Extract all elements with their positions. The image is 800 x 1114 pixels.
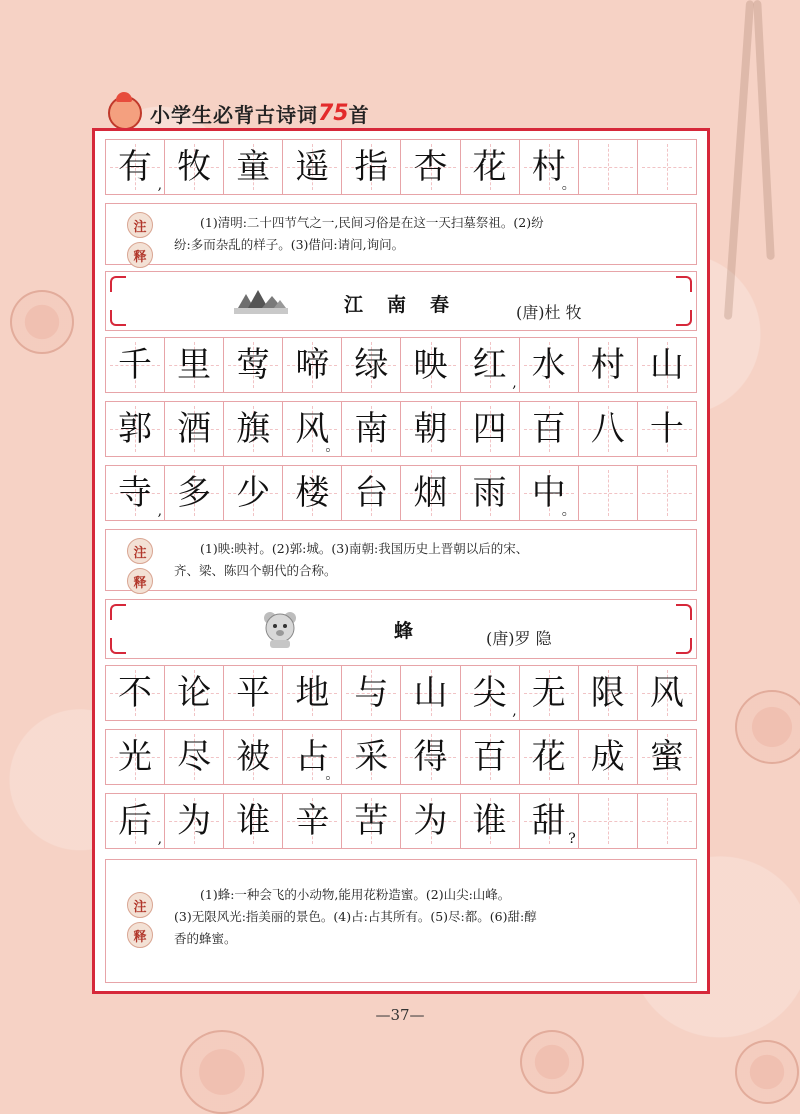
poem-character: 成 xyxy=(590,737,625,777)
poem-character: 百 xyxy=(531,409,566,449)
poem-character: 少 xyxy=(236,473,271,513)
poem-character: 辛 xyxy=(295,801,330,841)
poem-character: 为 xyxy=(413,801,448,841)
grid-cell xyxy=(579,794,638,848)
decorative-medallion xyxy=(10,290,74,354)
grid-cell xyxy=(520,730,579,784)
grid-cell xyxy=(106,402,165,456)
poem-title: 江南春 xyxy=(344,294,474,316)
punctuation-mark: , xyxy=(157,831,163,847)
poem-character: 风 xyxy=(295,409,330,449)
poem-character: 烟 xyxy=(413,473,448,513)
grid-cell xyxy=(165,338,224,392)
poem-character: 中 xyxy=(531,473,566,513)
grid-cell xyxy=(342,794,401,848)
poem-character: 郭 xyxy=(118,409,153,449)
grid-cell xyxy=(461,402,520,456)
note-badge xyxy=(128,212,152,272)
grid-cell xyxy=(224,338,283,392)
grid-cell xyxy=(638,730,696,784)
note-box xyxy=(105,859,697,983)
poem-character: 牧 xyxy=(177,147,212,187)
grid-cell xyxy=(224,730,283,784)
poem-character: 尽 xyxy=(177,737,212,777)
poem-character: 平 xyxy=(236,673,271,713)
grid-cell xyxy=(283,402,342,456)
poem-character: 光 xyxy=(118,737,153,777)
poem-character: 采 xyxy=(354,737,389,777)
poem-character: 寺 xyxy=(118,473,153,513)
decorative-medallion xyxy=(735,690,800,764)
grid-cell xyxy=(106,466,165,520)
grid-cell xyxy=(224,794,283,848)
note-badge-char: 注 xyxy=(127,538,153,564)
grid-cell xyxy=(106,794,165,848)
grid-cell xyxy=(461,730,520,784)
poem-character: 里 xyxy=(177,345,212,385)
grid-cell xyxy=(579,338,638,392)
poem-character: 朝 xyxy=(413,409,448,449)
poem-character: 不 xyxy=(118,673,153,713)
poem-character: 十 xyxy=(649,409,684,449)
grid-cell xyxy=(165,794,224,848)
punctuation-mark: , xyxy=(512,703,517,719)
poem-character: 苦 xyxy=(354,801,389,841)
poem-character: 啼 xyxy=(295,345,330,385)
poem-character: 旗 xyxy=(236,409,271,449)
poem-character: 楼 xyxy=(295,473,330,513)
poem-character: 与 xyxy=(354,673,389,713)
grid-cell xyxy=(638,338,696,392)
child-mascot-icon xyxy=(108,96,142,130)
poem-character: 指 xyxy=(354,147,389,187)
grid-cell xyxy=(283,140,342,194)
punctuation-mark: , xyxy=(512,375,517,391)
punctuation-mark: ? xyxy=(568,831,576,847)
poem-character: 有 xyxy=(118,147,153,187)
poem-character: 尖 xyxy=(472,673,507,713)
grid-cell xyxy=(342,140,401,194)
grid-cell xyxy=(165,140,224,194)
grid-cell xyxy=(520,338,579,392)
book-header xyxy=(108,96,370,130)
note-line: (3)无限风光:指美丽的景色。(4)占:占其所有。(5)尽:都。(6)甜:醇 xyxy=(174,909,537,924)
grid-cell xyxy=(165,466,224,520)
poem-character: 映 xyxy=(413,345,448,385)
poem-character: 红 xyxy=(472,345,507,385)
grid-cell xyxy=(106,730,165,784)
grid-cell xyxy=(461,794,520,848)
poem-character: 花 xyxy=(472,147,507,187)
note-line: (1)映:映衬。(2)郭:城。(3)南朝:我国历史上晋朝以后的宋、 xyxy=(200,541,529,556)
note-line: 纷:多而杂乱的样子。(3)借问:请问,询问。 xyxy=(174,237,405,252)
grid-cell xyxy=(461,140,520,194)
note-badge-char: 注 xyxy=(127,892,153,918)
poem-character: 谁 xyxy=(236,801,271,841)
grid-cell xyxy=(638,402,696,456)
poem-character: 花 xyxy=(531,737,566,777)
poem-character: 村 xyxy=(590,345,625,385)
grid-cell xyxy=(224,140,283,194)
poem-character: 谁 xyxy=(472,801,507,841)
grid-cell xyxy=(224,402,283,456)
note-text xyxy=(174,212,670,256)
decorative-medallion xyxy=(180,1030,264,1114)
poem-character: 山 xyxy=(649,345,684,385)
note-badge-char: 释 xyxy=(127,922,153,948)
note-badge-char: 注 xyxy=(127,212,153,238)
punctuation-mark: 。 xyxy=(325,767,340,783)
grid-row xyxy=(105,465,697,521)
poem-character: 童 xyxy=(236,147,271,187)
grid-cell xyxy=(401,338,460,392)
grid-cell xyxy=(461,466,520,520)
grid-cell xyxy=(401,794,460,848)
grid-cell xyxy=(224,666,283,720)
poem-character: 遥 xyxy=(295,147,330,187)
grid-cell xyxy=(638,140,696,194)
page-number: —37— xyxy=(375,1006,425,1024)
note-text xyxy=(174,538,670,582)
note-badge-char: 释 xyxy=(127,242,153,268)
grid-cell xyxy=(106,140,165,194)
poem-author: (唐)杜 牧 xyxy=(516,303,582,322)
grid-cell xyxy=(342,466,401,520)
practice-frame xyxy=(92,128,710,994)
grid-row xyxy=(105,401,697,457)
grid-cell xyxy=(342,666,401,720)
grid-cell xyxy=(638,666,696,720)
grid-cell xyxy=(224,466,283,520)
poem-character: 后 xyxy=(118,801,153,841)
decorative-medallion xyxy=(735,1040,799,1104)
grid-cell xyxy=(461,338,520,392)
poem-character: 论 xyxy=(177,673,212,713)
grid-cell xyxy=(401,466,460,520)
grid-cell xyxy=(165,402,224,456)
grid-row xyxy=(105,729,697,785)
grid-cell xyxy=(638,794,696,848)
poem-character: 百 xyxy=(472,737,507,777)
note-line: (1)清明:二十四节气之一,民间习俗是在这一天扫墓祭祖。(2)纷 xyxy=(200,215,544,230)
poem-character: 台 xyxy=(354,473,389,513)
poem-title: 蜂 xyxy=(394,620,438,642)
grid-cell xyxy=(342,730,401,784)
poem-character: 四 xyxy=(472,409,507,449)
poem-character: 千 xyxy=(118,345,153,385)
grid-cell xyxy=(401,666,460,720)
grid-cell xyxy=(106,338,165,392)
note-line: (1)蜂:一种会飞的小动物,能用花粉造蜜。(2)山尖:山峰。 xyxy=(200,887,511,902)
poem-character: 甜 xyxy=(531,801,566,841)
punctuation-mark: 。 xyxy=(561,503,576,519)
decorative-medallion xyxy=(520,1030,584,1094)
grid-cell xyxy=(342,338,401,392)
poem-character: 八 xyxy=(590,409,625,449)
poem-title-bar xyxy=(105,271,697,331)
note-line: 香的蜂蜜。 xyxy=(174,931,237,946)
poem-author: (唐)罗 隐 xyxy=(486,629,552,648)
punctuation-mark: 。 xyxy=(561,177,576,193)
poem-character: 水 xyxy=(531,345,566,385)
grid-cell xyxy=(401,402,460,456)
grid-cell xyxy=(283,466,342,520)
punctuation-mark: 。 xyxy=(325,439,340,455)
grid-cell xyxy=(520,466,579,520)
header-number: 75 xyxy=(318,100,349,126)
poem-character: 多 xyxy=(177,473,212,513)
header-title: 小学生必背古诗词 xyxy=(150,102,318,127)
poem-character: 风 xyxy=(649,673,684,713)
poem-character: 为 xyxy=(177,801,212,841)
grid-cell xyxy=(401,730,460,784)
grid-row xyxy=(105,793,697,849)
grid-cell xyxy=(165,666,224,720)
grid-cell xyxy=(342,402,401,456)
grid-cell xyxy=(579,666,638,720)
poem-character: 蜜 xyxy=(649,737,684,777)
poem-character: 绿 xyxy=(354,345,389,385)
grid-cell xyxy=(520,794,579,848)
grid-row xyxy=(105,665,697,721)
grid-row xyxy=(105,139,697,195)
grid-cell xyxy=(520,140,579,194)
poem-character: 得 xyxy=(413,737,448,777)
note-text xyxy=(174,884,670,950)
note-badge-char: 释 xyxy=(127,568,153,594)
poem-character: 地 xyxy=(295,673,330,713)
poem-character: 无 xyxy=(531,673,566,713)
grid-cell xyxy=(579,140,638,194)
poem-title-bar xyxy=(105,599,697,659)
bear-cartoon-icon xyxy=(260,608,300,650)
poem-character: 莺 xyxy=(236,345,271,385)
grid-cell xyxy=(520,402,579,456)
poem-character: 村 xyxy=(531,147,566,187)
grid-cell xyxy=(401,140,460,194)
grid-row xyxy=(105,337,697,393)
punctuation-mark: , xyxy=(157,503,163,519)
poem-character: 南 xyxy=(354,409,389,449)
poem-character: 山 xyxy=(413,673,448,713)
grid-cell xyxy=(638,466,696,520)
poem-character: 杏 xyxy=(413,147,448,187)
poem-character: 酒 xyxy=(177,409,212,449)
note-badge xyxy=(128,538,152,598)
grid-cell xyxy=(165,730,224,784)
grid-cell xyxy=(461,666,520,720)
header-suffix: 首 xyxy=(348,102,370,127)
grid-cell xyxy=(283,338,342,392)
note-badge xyxy=(128,892,152,952)
grid-cell xyxy=(579,466,638,520)
poem-character: 雨 xyxy=(472,473,507,513)
note-line: 齐、梁、陈四个朝代的合称。 xyxy=(174,563,337,578)
poem-character: 占 xyxy=(295,737,330,777)
poem-character: 限 xyxy=(590,673,625,713)
punctuation-mark: , xyxy=(157,177,163,193)
mountain-landscape-icon xyxy=(234,286,288,316)
note-box xyxy=(105,203,697,265)
grid-cell xyxy=(579,402,638,456)
poem-character: 被 xyxy=(236,737,271,777)
grid-cell xyxy=(520,666,579,720)
note-box xyxy=(105,529,697,591)
grid-cell xyxy=(283,730,342,784)
grid-cell xyxy=(106,666,165,720)
grid-cell xyxy=(283,666,342,720)
grid-cell xyxy=(283,794,342,848)
grid-cell xyxy=(579,730,638,784)
